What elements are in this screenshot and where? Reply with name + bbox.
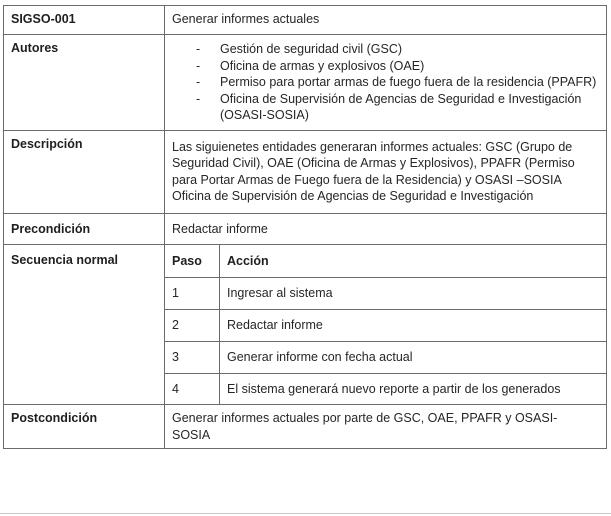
secuencia-cell — [165, 244, 607, 405]
step-number: 1 — [165, 277, 220, 309]
row-id — [4, 6, 607, 35]
step-number: 3 — [165, 341, 220, 373]
descripcion-text: Las siguienetes entidades generaran informes actuales: GSC (Grupo de Seguridad Civil), OAE (Oficina de Armas y Explosivos), PPAFR (Permiso para Portar Armas de Fuego fuera de la Residencia) y OSASI –SOSIA Oficina de Supervisión de Agencias de Seguridad e Investigación — [165, 130, 607, 213]
step-action: Generar informe con fecha actual — [220, 341, 607, 373]
precondicion-label: Precondición — [4, 213, 165, 244]
id-label: SIGSO-001 — [4, 6, 165, 35]
step-row — [165, 341, 606, 373]
precondicion-text: Redactar informe — [165, 213, 607, 244]
step-action: Redactar informe — [220, 309, 607, 341]
postcondicion-label: Postcondición — [4, 405, 165, 449]
autores-cell — [165, 35, 607, 131]
autores-label: Autores — [4, 35, 165, 131]
steps-table — [165, 245, 606, 405]
row-postcondicion — [4, 405, 607, 449]
page-bottom-divider — [0, 513, 611, 514]
use-case-table — [3, 5, 607, 449]
author-item: - Permiso para portar armas de fuego fuera de la residencia (PPAFR) — [196, 74, 599, 91]
row-secuencia — [4, 244, 607, 405]
step-action: Ingresar al sistema — [220, 277, 607, 309]
author-item: - Oficina de armas y explosivos (OAE) — [196, 58, 599, 75]
step-action: El sistema generará nuevo reporte a partir de los generados — [220, 373, 607, 404]
step-row — [165, 373, 606, 404]
step-number: 4 — [165, 373, 220, 404]
step-row — [165, 277, 606, 309]
secuencia-label: Secuencia normal — [4, 244, 165, 405]
author-item: - Gestión de seguridad civil (GSC) — [196, 41, 599, 58]
postcondicion-text: Generar informes actuales por parte de GSC, OAE, PPAFR y OSASI-SOSIA — [165, 405, 607, 449]
step-row — [165, 309, 606, 341]
author-item: - Oficina de Supervisión de Agencias de Seguridad e Investigación (OSASI-SOSIA) — [196, 91, 599, 124]
id-value: Generar informes actuales — [165, 6, 607, 35]
steps-header-row — [165, 245, 606, 278]
row-descripcion — [4, 130, 607, 213]
col-paso-header: Paso — [172, 253, 202, 268]
row-autores — [4, 35, 607, 131]
row-precondicion — [4, 213, 607, 244]
col-accion-header: Acción — [220, 245, 607, 278]
autores-list — [172, 41, 599, 124]
descripcion-label: Descripción — [4, 130, 165, 213]
step-number: 2 — [165, 309, 220, 341]
